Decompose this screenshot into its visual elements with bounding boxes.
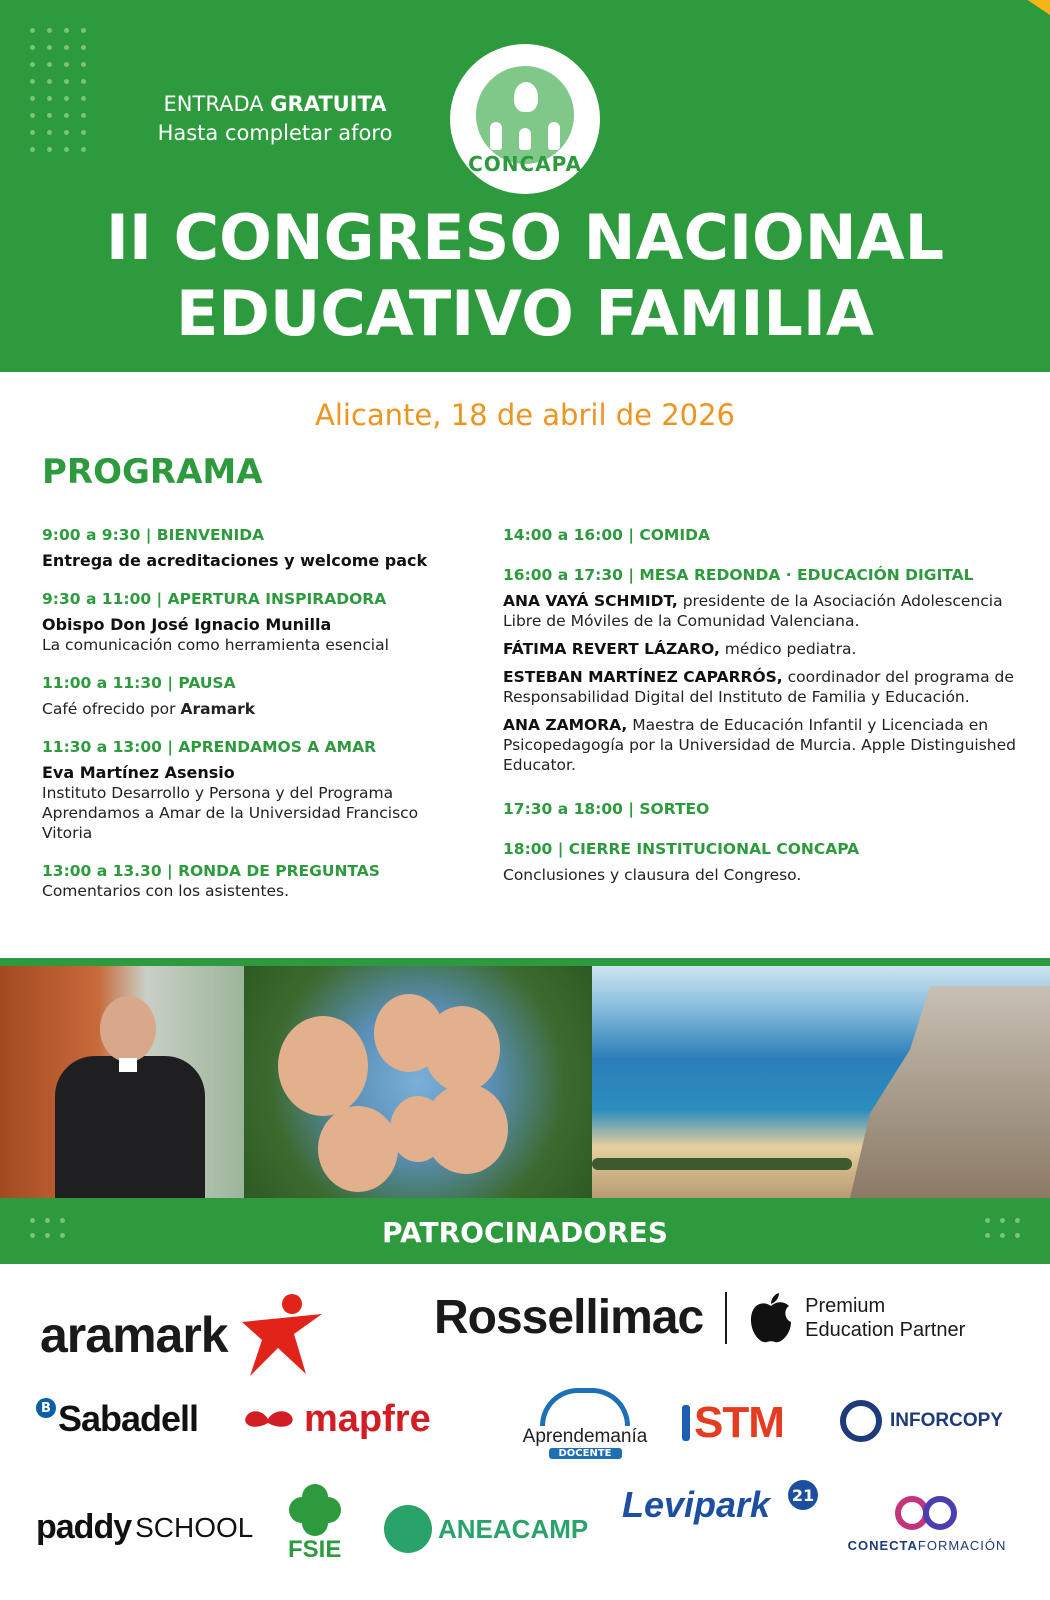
aneacamp-logo	[384, 1505, 588, 1553]
program-item	[42, 525, 472, 571]
fsie-logo	[288, 1484, 341, 1564]
dot-pattern	[30, 28, 86, 152]
sabadell-b-icon: B	[36, 1398, 56, 1418]
stm-bar-icon	[682, 1405, 690, 1441]
item-speaker: Obispo Don José Ignacio Munilla	[42, 615, 332, 634]
speaker-entry: ANA ZAMORA, Maestra de Educación Infantil y Licenciada en Psicopedagogía por la Universidad de Murcia. Apple Distinguished Educator.	[503, 716, 1016, 774]
item-time: 14:00 a 16:00 | COMIDA	[503, 526, 710, 544]
item-time: 11:30 a 13:00 | APRENDAMOS A AMAR	[42, 738, 376, 756]
stm-logo	[682, 1398, 784, 1448]
logo-text: CONCAPA	[468, 152, 582, 176]
aramark-mention: Aramark	[180, 700, 256, 718]
levipark-logo	[622, 1484, 815, 1526]
item-time: 9:30 a 11:00 | APERTURA INSPIRADORA	[42, 590, 387, 608]
entrada-prefix: ENTRADA	[163, 92, 264, 116]
title-line-2: EDUCATIVO FAMILIA	[176, 277, 874, 350]
item-desc: Instituto Desarrollo y Persona y del Programa Aprendamos a Amar de la Universidad Francisco Vitoria	[42, 784, 419, 842]
conecta-wordmark: CONECTAFORMACIÓN	[847, 1538, 1007, 1553]
sabadell-logo	[36, 1398, 198, 1440]
photo-strip	[0, 966, 1050, 1198]
docente-badge: DOCENTE	[549, 1448, 622, 1459]
family-photo	[244, 966, 592, 1198]
rossellimac-wordmark: Rossellimac	[434, 1291, 704, 1344]
sabadell-wordmark: Sabadell	[58, 1398, 199, 1439]
sponsors-title: PATROCINADORES	[382, 1216, 668, 1249]
item-time: 11:00 a 11:30 | PAUSA	[42, 674, 236, 692]
inforcopy-wordmark: INFORCOPY	[890, 1410, 1003, 1431]
aramark-star-icon	[232, 1292, 328, 1378]
levipark-wordmark: Levipark	[622, 1484, 771, 1525]
family-icon	[476, 66, 574, 164]
aramark-logo	[40, 1292, 328, 1378]
program-left-column	[42, 525, 472, 919]
paddy-school-logo	[36, 1508, 253, 1547]
header-banner	[0, 0, 1050, 372]
aforo-text: Hasta completar aforo	[157, 121, 393, 145]
entrada-info	[140, 90, 410, 148]
speaker-entry: FÁTIMA REVERT LÁZARO, médico pediatra.	[503, 640, 857, 658]
school-wordmark: SCHOOL	[135, 1511, 254, 1543]
mapfre-logo	[242, 1398, 431, 1441]
speaker-entry: ANA VAYÁ SCHMIDT, presidente de la Asociación Adolescencia Libre de Móviles de la Comunidad Valenciana.	[503, 592, 1003, 630]
item-desc: Comentarios con los asistentes.	[42, 882, 290, 900]
item-time: 17:30 a 18:00 | SORTEO	[503, 800, 710, 818]
concapa-logo	[450, 44, 600, 194]
sponsors-bar	[0, 1198, 1050, 1264]
divider	[0, 958, 1050, 966]
program-item	[42, 737, 472, 843]
conecta-formacion-logo	[842, 1496, 1012, 1553]
apple-icon	[749, 1292, 793, 1344]
inforcopy-logo	[840, 1400, 1003, 1442]
item-time: 16:00 a 17:30 | MESA REDONDA · EDUCACIÓN DIGITAL	[503, 566, 974, 584]
aramark-wordmark: aramark	[40, 1307, 228, 1363]
item-desc: Café ofrecido por Aramark	[42, 700, 256, 718]
item-desc: Conclusiones y clausura del Congreso.	[503, 866, 802, 884]
speaker-entry: ESTEBAN MARTÍNEZ CAPARRÓS, coordinador del programa de Responsabilidad Digital del Instituto de Familia y Educación.	[503, 668, 1014, 706]
item-desc: La comunicación como herramienta esencial	[42, 636, 389, 654]
mapfre-heart-icon	[242, 1407, 296, 1433]
fsie-wordmark: FSIE	[288, 1536, 342, 1563]
page-title	[0, 200, 1050, 352]
item-time: 9:00 a 9:30 | BIENVENIDA	[42, 526, 265, 544]
clover-icon	[289, 1484, 341, 1536]
stm-wordmark: STM	[694, 1398, 784, 1447]
title-line-1: II CONGRESO NACIONAL	[105, 201, 945, 274]
partner-text: Premium Education Partner	[805, 1294, 966, 1341]
inforcopy-ring-icon	[840, 1400, 882, 1442]
programa-heading: PROGRAMA	[42, 452, 263, 492]
event-date: Alicante, 18 de abril de 2026	[315, 398, 735, 432]
levipark-badge: 21	[788, 1480, 818, 1510]
rossellimac-logo	[434, 1290, 965, 1345]
item-time: 13:00 a 13.30 | RONDA DE PREGUNTAS	[42, 862, 380, 880]
aneacamp-wordmark: ANEACAMP	[438, 1513, 589, 1544]
program-right-column	[503, 525, 1023, 885]
program-item	[42, 673, 472, 719]
mapfre-wordmark: mapfre	[304, 1398, 431, 1440]
program-item	[42, 861, 472, 901]
sunrise-icon	[540, 1388, 630, 1426]
program-item	[42, 589, 472, 655]
paddy-wordmark: paddy	[36, 1508, 132, 1546]
entrada-bold: GRATUITA	[270, 92, 387, 116]
aprendemania-wordmark: Aprendemanía	[522, 1426, 648, 1447]
item-title: Entrega de acreditaciones y welcome pack	[42, 551, 428, 570]
tent-icon	[384, 1505, 432, 1553]
infinity-icon	[893, 1496, 961, 1530]
bishop-photo	[0, 966, 244, 1198]
item-time: 18:00 | CIERRE INSTITUCIONAL CONCAPA	[503, 840, 860, 858]
aprendemania-logo	[510, 1388, 660, 1459]
item-speaker: Eva Martínez Asensio	[42, 763, 235, 782]
alicante-photo	[592, 966, 1050, 1198]
